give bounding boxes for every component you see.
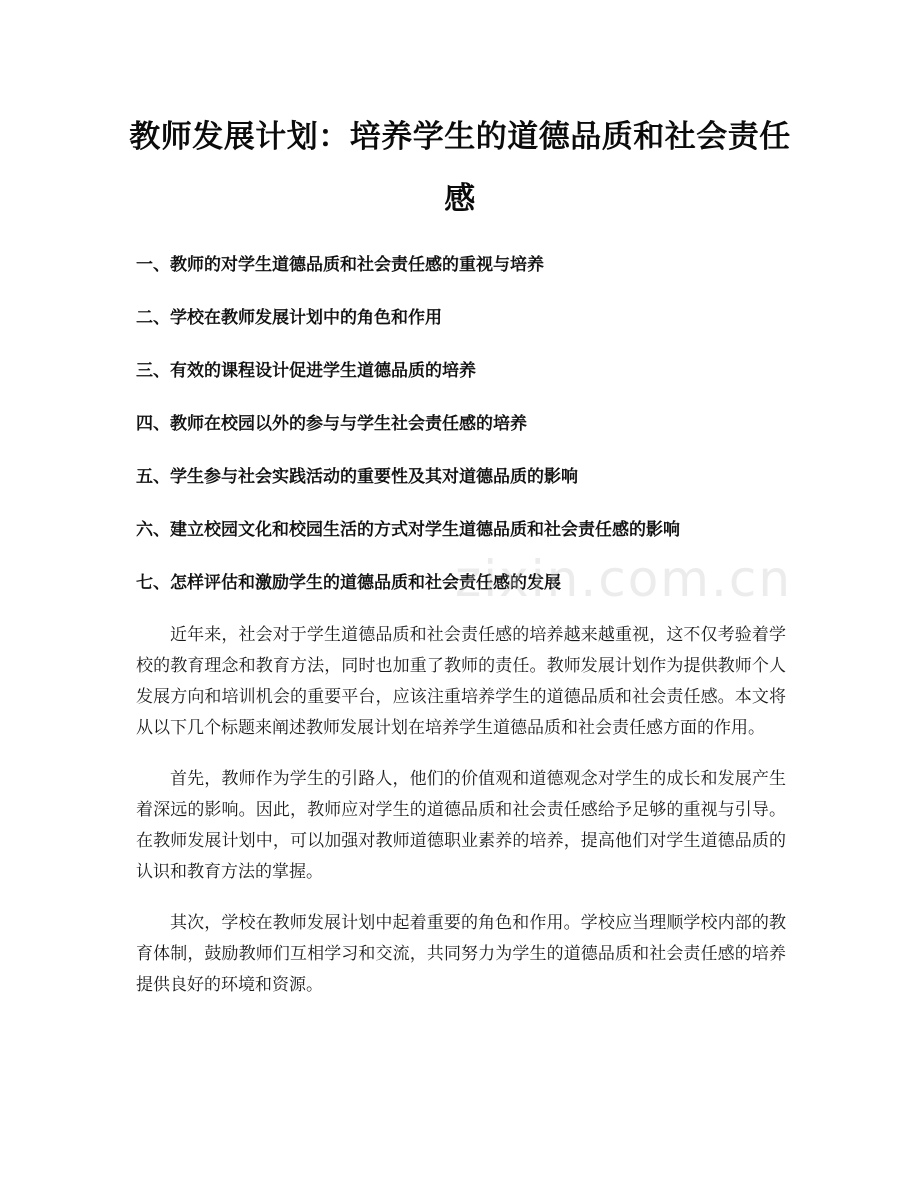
paragraph: 近年来，社会对于学生道德品质和社会责任感的培养越来越重视，这不仅考验着学校的教育理念和教育方法，同时也加重了教师的责任。教师发展计划作为提供教师个人发展方向和培训机会的重要平台，应该注重培养学生的道德品质和社会责任感。本文将从以下几个标题来阐述教师发展计划在培养学生道德品质和社会责任感方面的作用。 (136, 625, 786, 738)
outline-item: 三、有效的课程设计促进学生道德品质的培养 (136, 361, 476, 381)
outline-item: 四、教师在校园以外的参与与学生社会责任感的培养 (136, 414, 527, 434)
watermark: zixin.com.cn (455, 550, 793, 608)
outline-item: 六、建立校园文化和校园生活的方式对学生道德品质和社会责任感的影响 (136, 520, 680, 540)
outline-item: 七、怎样评估和激励学生的道德品质和社会责任感的发展 (136, 573, 561, 593)
paragraph: 其次，学校在教师发展计划中起着重要的角色和作用。学校应当理顺学校内部的教育体制，鼓励教师们互相学习和交流，共同努力为学生的道德品质和社会责任感的培养提供良好的环境和资源。 (136, 913, 786, 995)
outline-list (136, 250, 796, 621)
outline-item: 二、学校在教师发展计划中的角色和作用 (136, 308, 442, 328)
outline-item: 五、学生参与社会实践活动的重要性及其对道德品质的影响 (136, 467, 578, 487)
outline-item: 一、教师的对学生道德品质和社会责任感的重视与培养 (136, 255, 544, 275)
body-text (136, 620, 786, 1021)
paragraph: 首先，教师作为学生的引路人，他们的价值观和道德观念对学生的成长和发展产生着深远的影响。因此，教师应对学生的道德品质和社会责任感给予足够的重视与引导。在教师发展计划中，可以加强对教师道德职业素养的培养，提高他们对学生道德品质的认识和教育方法的掌握。 (136, 769, 786, 882)
document-title: 教师发展计划：培养学生的道德品质和社会责任感 (129, 119, 791, 217)
